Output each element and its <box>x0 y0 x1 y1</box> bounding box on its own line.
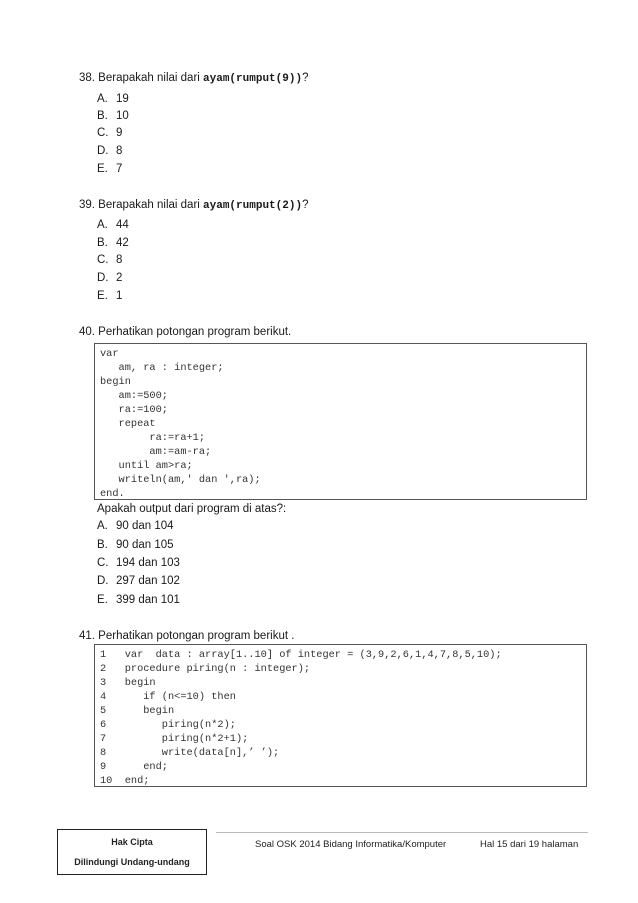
question-39-suffix: ? <box>302 199 309 211</box>
code-line: 8 write(data[n],’ ’); <box>100 747 280 759</box>
code-line: 1 var data : array[1..10] of integer = (3,9,2,6,1,4,7,8,5,10); <box>100 649 502 661</box>
question-38-option-a: A. 19 <box>97 93 129 105</box>
copyright-line-2: Dilindungi Undang-undang <box>74 857 190 867</box>
question-38-option-d: D. 8 <box>97 145 123 157</box>
code-line: 3 begin <box>100 677 156 689</box>
code-line: am:=am-ra; <box>100 446 212 458</box>
code-line: until am>ra; <box>100 460 193 472</box>
question-40-prompt: Apakah output dari program di atas?: <box>97 503 287 515</box>
footer-page-info: Hal 15 dari 19 halaman <box>480 839 579 850</box>
question-39-option-b: B. 42 <box>97 237 129 249</box>
code-line: ra:=100; <box>100 404 168 416</box>
question-39-code: ayam(rumput(2)) <box>203 200 303 212</box>
code-line: begin <box>100 376 131 388</box>
code-line: 9 end; <box>100 761 168 773</box>
code-line: 10 end; <box>100 775 150 787</box>
code-line: am, ra : integer; <box>100 362 224 374</box>
question-40-option-a: A. 90 dan 104 <box>97 520 174 532</box>
question-39-option-a: A. 44 <box>97 219 129 231</box>
footer-divider <box>216 832 588 833</box>
code-line: am:=500; <box>100 390 168 402</box>
question-38-option-c: C. 9 <box>97 127 123 139</box>
code-line: writeln(am,' dan ',ra); <box>100 474 261 486</box>
question-40-option-c: C. 194 dan 103 <box>97 557 180 569</box>
question-38-suffix: ? <box>302 72 309 84</box>
question-39-option-e: E. 1 <box>97 290 123 302</box>
question-38-code: ayam(rumput(9)) <box>203 73 303 85</box>
question-39-title <box>79 199 308 212</box>
question-40-title: 40. Perhatikan potongan program berikut. <box>79 326 292 338</box>
question-40-option-d: D. 297 dan 102 <box>97 575 180 587</box>
code-line: 6 piring(n*2); <box>100 719 236 731</box>
question-41-title: 41. Perhatikan potongan program berikut . <box>79 630 295 642</box>
question-40-option-b: B. 90 dan 105 <box>97 539 174 551</box>
copyright-box <box>57 829 207 875</box>
footer-exam-title: Soal OSK 2014 Bidang Informatika/Komputer <box>255 839 447 850</box>
code-line: repeat <box>100 418 156 430</box>
code-line: 5 begin <box>100 705 175 717</box>
question-41-code-block <box>94 644 587 787</box>
code-line: 4 if (n<=10) then <box>100 691 236 703</box>
question-39-option-c: C. 8 <box>97 254 123 266</box>
question-38-option-b: B. 10 <box>97 110 129 122</box>
question-38-title <box>79 72 308 85</box>
question-40-option-e: E. 399 dan 101 <box>97 594 180 606</box>
question-39-option-d: D. 2 <box>97 272 123 284</box>
question-40-code-block <box>94 343 587 500</box>
question-39-prefix: 39. Berapakah nilai dari <box>79 199 204 211</box>
code-line: ra:=ra+1; <box>100 432 206 444</box>
copyright-line-1: Hak Cipta <box>111 837 153 847</box>
code-line: end. <box>100 488 125 500</box>
code-line: 7 piring(n*2+1); <box>100 733 249 745</box>
code-line: 2 procedure piring(n : integer); <box>100 663 311 675</box>
question-38-option-e: E. 7 <box>97 163 123 175</box>
question-38-prefix: 38. Berapakah nilai dari <box>79 72 204 84</box>
code-line: var <box>100 348 119 360</box>
